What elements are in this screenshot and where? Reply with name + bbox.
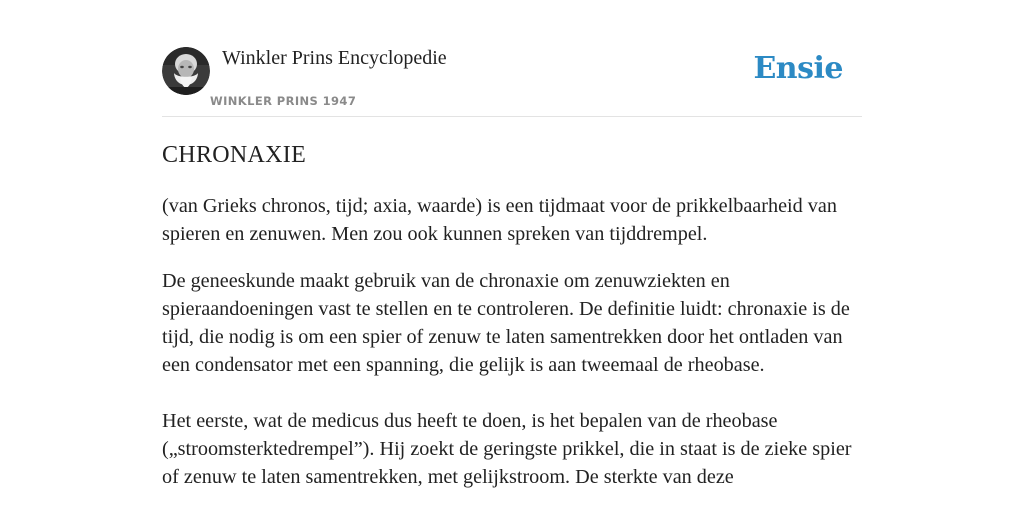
brand-logo-link[interactable]: Ensie xyxy=(753,51,843,86)
portrait-avatar-icon[interactable] xyxy=(162,47,210,95)
page-header xyxy=(162,46,862,117)
source-title[interactable]: Winkler Prins Encyclopedie xyxy=(222,47,447,69)
article-paragraph: (van Grieks chronos, tijd; axia, waarde) is een tijdmaat voor de prikkelbaarheid van spieren en zenuwen. Men zou ook kunnen spreken van tijddrempel. xyxy=(162,195,837,245)
article-body xyxy=(162,138,862,491)
source-subtitle[interactable]: WINKLER PRINS 1947 xyxy=(210,94,357,108)
article-paragraph: De geneeskunde maakt gebruik van de chronaxie om zenuwziekten en spieraandoeningen vast te stellen en te controleren. De definitie luidt: chronaxie is de tijd, die nodig is om een spier of zenuw te laten samentrekken door het ontladen van een condensator met een spanning, die gelijk is aan tweemaal de rheobase. xyxy=(162,270,850,376)
article-headword: CHRONAXIE xyxy=(162,142,307,168)
article-paragraph: Het eerste, wat de medicus dus heeft te doen, is het bepalen van de rheobase („stroomsterktedrempel”). Hij zoekt de geringste prikkel, die in staat is de zieke spier of zenuw te laten samentrekken, met gelijkstroom. De sterkte van deze xyxy=(162,410,852,488)
